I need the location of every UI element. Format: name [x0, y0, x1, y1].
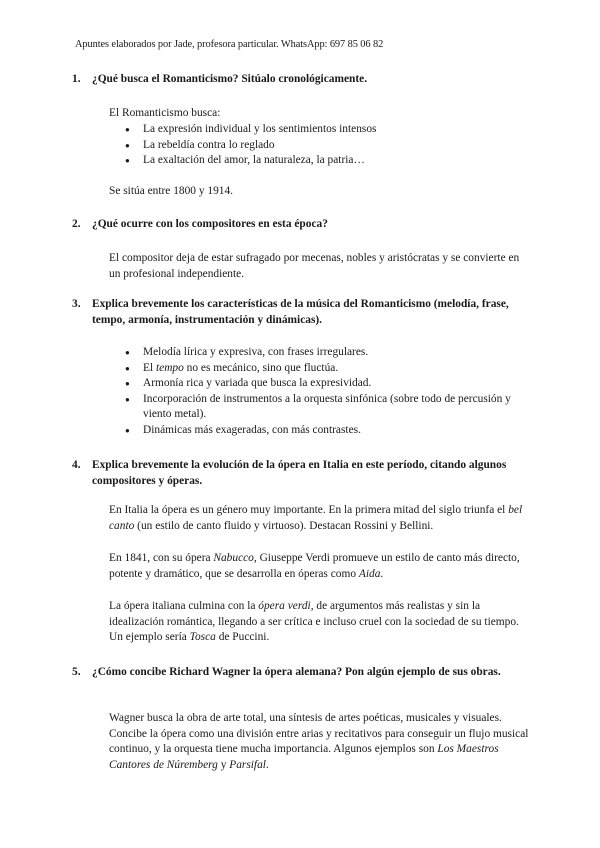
q1-bullet-list [109, 122, 529, 169]
question-1-heading [72, 72, 532, 88]
q4-paragraph-1: En Italia la ópera es un género muy importante. En la primera mitad del siglo triunfa el bel canto (un estilo de canto fluido y virtuoso). Destacan Rossini y Bellini. [109, 504, 523, 532]
q2-answer: El compositor deja de estar sufragado por mecenas, nobles y aristócratas y se convierte en un profesional independiente. [109, 252, 520, 280]
question-number: 5. [72, 666, 81, 678]
emphasis: Nabucco [213, 552, 254, 564]
emphasis: Parsifal [229, 758, 266, 771]
list-item: ● La rebeldía contra lo reglado [109, 138, 529, 154]
list-item: ● Melodía lírica y expresiva, con frases irregulares. [109, 345, 529, 361]
question-number: 4. [72, 459, 81, 471]
q1-intro: El Romanticismo busca: [109, 107, 221, 119]
emphasis: Aida [358, 567, 381, 580]
list-item: ● El tempo no es mecánico, sino que fluctúa. [109, 361, 529, 377]
question-3-heading [72, 297, 532, 328]
question-number: 3. [72, 298, 81, 310]
list-item: ● Dinámicas más exageradas, con más contrastes. [109, 423, 529, 439]
question-5-heading [72, 665, 532, 681]
q4-paragraph-2: En 1841, con su ópera Nabucco, Giuseppe Verdi promueve un estilo de canto más directo, potente y dramático, que se desarrolla en óperas como Aida. [109, 552, 520, 580]
question-title: ¿Cómo concibe Richard Wagner la ópera alemana? Pon algún ejemplo de sus obras. [92, 666, 501, 678]
question-title: ¿Qué ocurre con los compositores en esta época? [92, 218, 328, 230]
question-number: 2. [72, 218, 81, 230]
q5-paragraph: Wagner busca la obra de arte total, una síntesis de artes poéticas, musicales y visuales. Concibe la ópera como una división entre arias y recitativos para conseguir un flujo musical continuo, y la orquesta tiene mucha importancia. Algunos ejemplos son Los Maestros Cantores de Núremberg y Parsifal. [109, 712, 529, 771]
q4-paragraph-3: La ópera italiana culmina con la ópera verdi, de argumentos más realistas y sin la idealización romántica, llegando a ser crítica e incluso cruel con la sociedad de su tiempo. Un ejemplo sería Tosca de Puccini. [109, 600, 519, 644]
emphasis: Los Maestros Cantores de Núremberg [109, 743, 499, 771]
page-header: Apuntes elaborados por Jade, profesora particular. WhatsApp: 697 85 06 82 [75, 39, 384, 50]
question-number: 1. [72, 73, 81, 85]
emphasis: tempo [155, 361, 184, 374]
list-item: ● La expresión individual y los sentimientos intensos [109, 122, 529, 138]
q1-dates: Se sitúa entre 1800 y 1914. [109, 185, 234, 197]
emphasis: Tosca [189, 631, 216, 644]
question-title: ¿Qué busca el Romanticismo? Sitúalo cronológicamente. [92, 73, 368, 85]
list-item: ● Incorporación de instrumentos a la orquesta sinfónica (sobre todo de percusión y viento metal). [109, 392, 529, 423]
list-item: ● Armonía rica y variada que busca la expresividad. [109, 376, 529, 392]
emphasis: ópera verdi [258, 600, 311, 612]
question-title: Explica brevemente los características de la música del Romanticismo (melodía, frase, tempo, armonía, instrumentación y dinámicas). [92, 298, 509, 326]
question-4-heading [72, 458, 532, 489]
emphasis: bel canto [109, 504, 523, 532]
list-item: ● La exaltación del amor, la naturaleza, la patria… [109, 153, 529, 169]
q3-bullet-list [109, 345, 529, 439]
question-title: Explica brevemente la evolución de la ópera en Italia en este período, citando algunos compositores y óperas. [92, 459, 507, 487]
question-2-heading [72, 217, 532, 233]
